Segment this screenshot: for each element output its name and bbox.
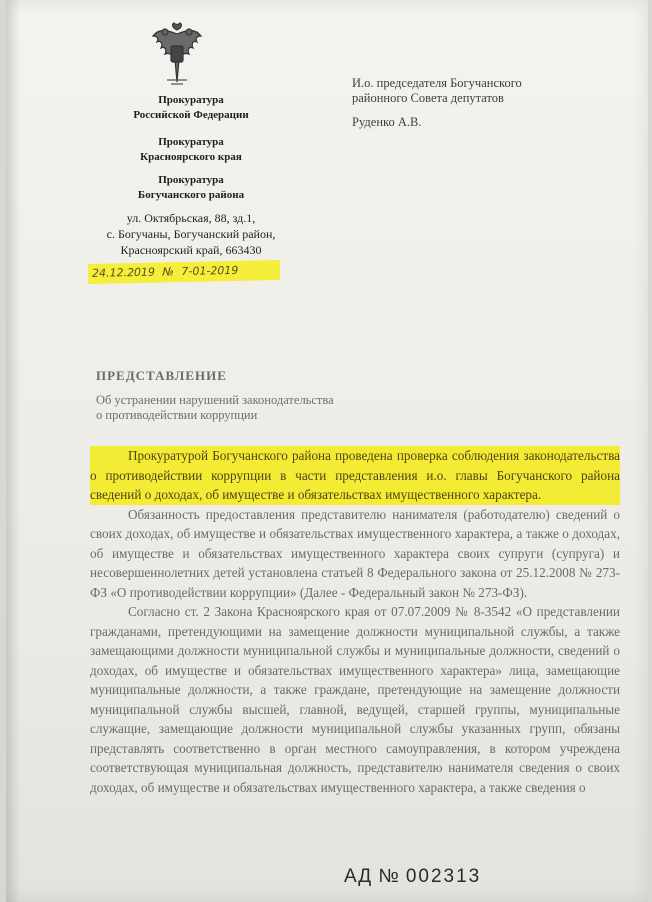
handwritten-date: 24.12.2019	[91, 265, 156, 280]
document-page	[6, 0, 648, 902]
stamp-prefix: АД №	[344, 866, 400, 887]
document-body	[90, 446, 620, 797]
number-sign: №	[162, 265, 175, 279]
address-line: Красноярский край, 663430	[120, 243, 262, 257]
org-line: Прокуратура	[158, 94, 224, 106]
org-line: Красноярского края	[140, 151, 242, 163]
document-title: ПРЕДСТАВЛЕНИЕ	[96, 368, 227, 383]
org-name-boguchany-prosecutor	[66, 173, 316, 203]
document-serial-stamp	[344, 866, 481, 888]
handwritten-number: 7-01-2019	[181, 263, 239, 279]
document-subtitle	[96, 393, 426, 423]
addressee-line: районного Совета депутатов	[352, 91, 504, 105]
org-line: Прокуратура	[158, 136, 224, 148]
org-line: Прокуратура	[158, 174, 224, 186]
body-paragraph: Обязанность предоставления представителю нанимателя (работодателю) сведений о своих доходах, об имуществе и обязательствах имущественного характера, а также о доходах, об имуществе и обязательствах имущественного характера своих супруги (супруга) и несовершеннолетних детей установлена статьей 8 Федерального закона от 25.12.2008 № 273-ФЗ «О противодействии коррупции» (Далее - Федеральный закон № 273-ФЗ).	[90, 506, 620, 600]
addressee-name: Руденко А.В.	[352, 115, 422, 129]
org-name-krasnoyarsk-prosecutor	[66, 135, 316, 165]
addressee-position	[352, 76, 612, 106]
stamp-number: 002313	[405, 866, 482, 887]
subtitle-line: о противодействии коррупции	[96, 408, 258, 422]
org-line: Российской Федерации	[133, 109, 249, 121]
sender-address	[66, 210, 316, 258]
org-line: Богучанского района	[137, 189, 245, 201]
outgoing-date-number	[88, 260, 280, 284]
subtitle-line: Об устранении нарушений законодательства	[96, 393, 334, 407]
page-shadow	[6, 0, 20, 902]
highlighted-paragraph: Прокуратурой Богучанского района проведена проверка соблюдения законодательства о противодействии коррупции в части представления и.о. главы Богучанского района сведений о доходах, об имуществе и обязательствах имущественного характера.	[90, 446, 620, 505]
address-line: ул. Октябрьская, 88, зд.1,	[126, 211, 256, 225]
addressee-line: И.о. председателя Богучанского	[352, 76, 522, 90]
double-headed-eagle-emblem-icon	[149, 22, 205, 88]
org-name-russian-prosecutor	[66, 93, 316, 123]
body-paragraph: Согласно ст. 2 Закона Красноярского края от 07.07.2009 № 8-3542 «О представлении гражданами, претендующими на замещение должности муниципальной службы, а также замещающими должности муниципальной службы и муниципальные должности, сведений о доходах, об имуществе и обязательствах имущественного характера» лица, замещающие муниципальные должности, а также граждане, претендующие на замещение должности муниципальной службы высшей, главной, ведущей, старшей группы, муниципальные служащие, замещающие должности муниципальной службы указанных групп, обязаны представлять соответственно в орган местного самоуправления, в котором учреждена соответствующая муниципальная должность, представителю нанимателя сведения о своих доходах, об имуществе и обязательствах имущественного характера, а также сведения о	[90, 604, 620, 795]
address-line: с. Богучаны, Богучанский район,	[106, 227, 276, 241]
